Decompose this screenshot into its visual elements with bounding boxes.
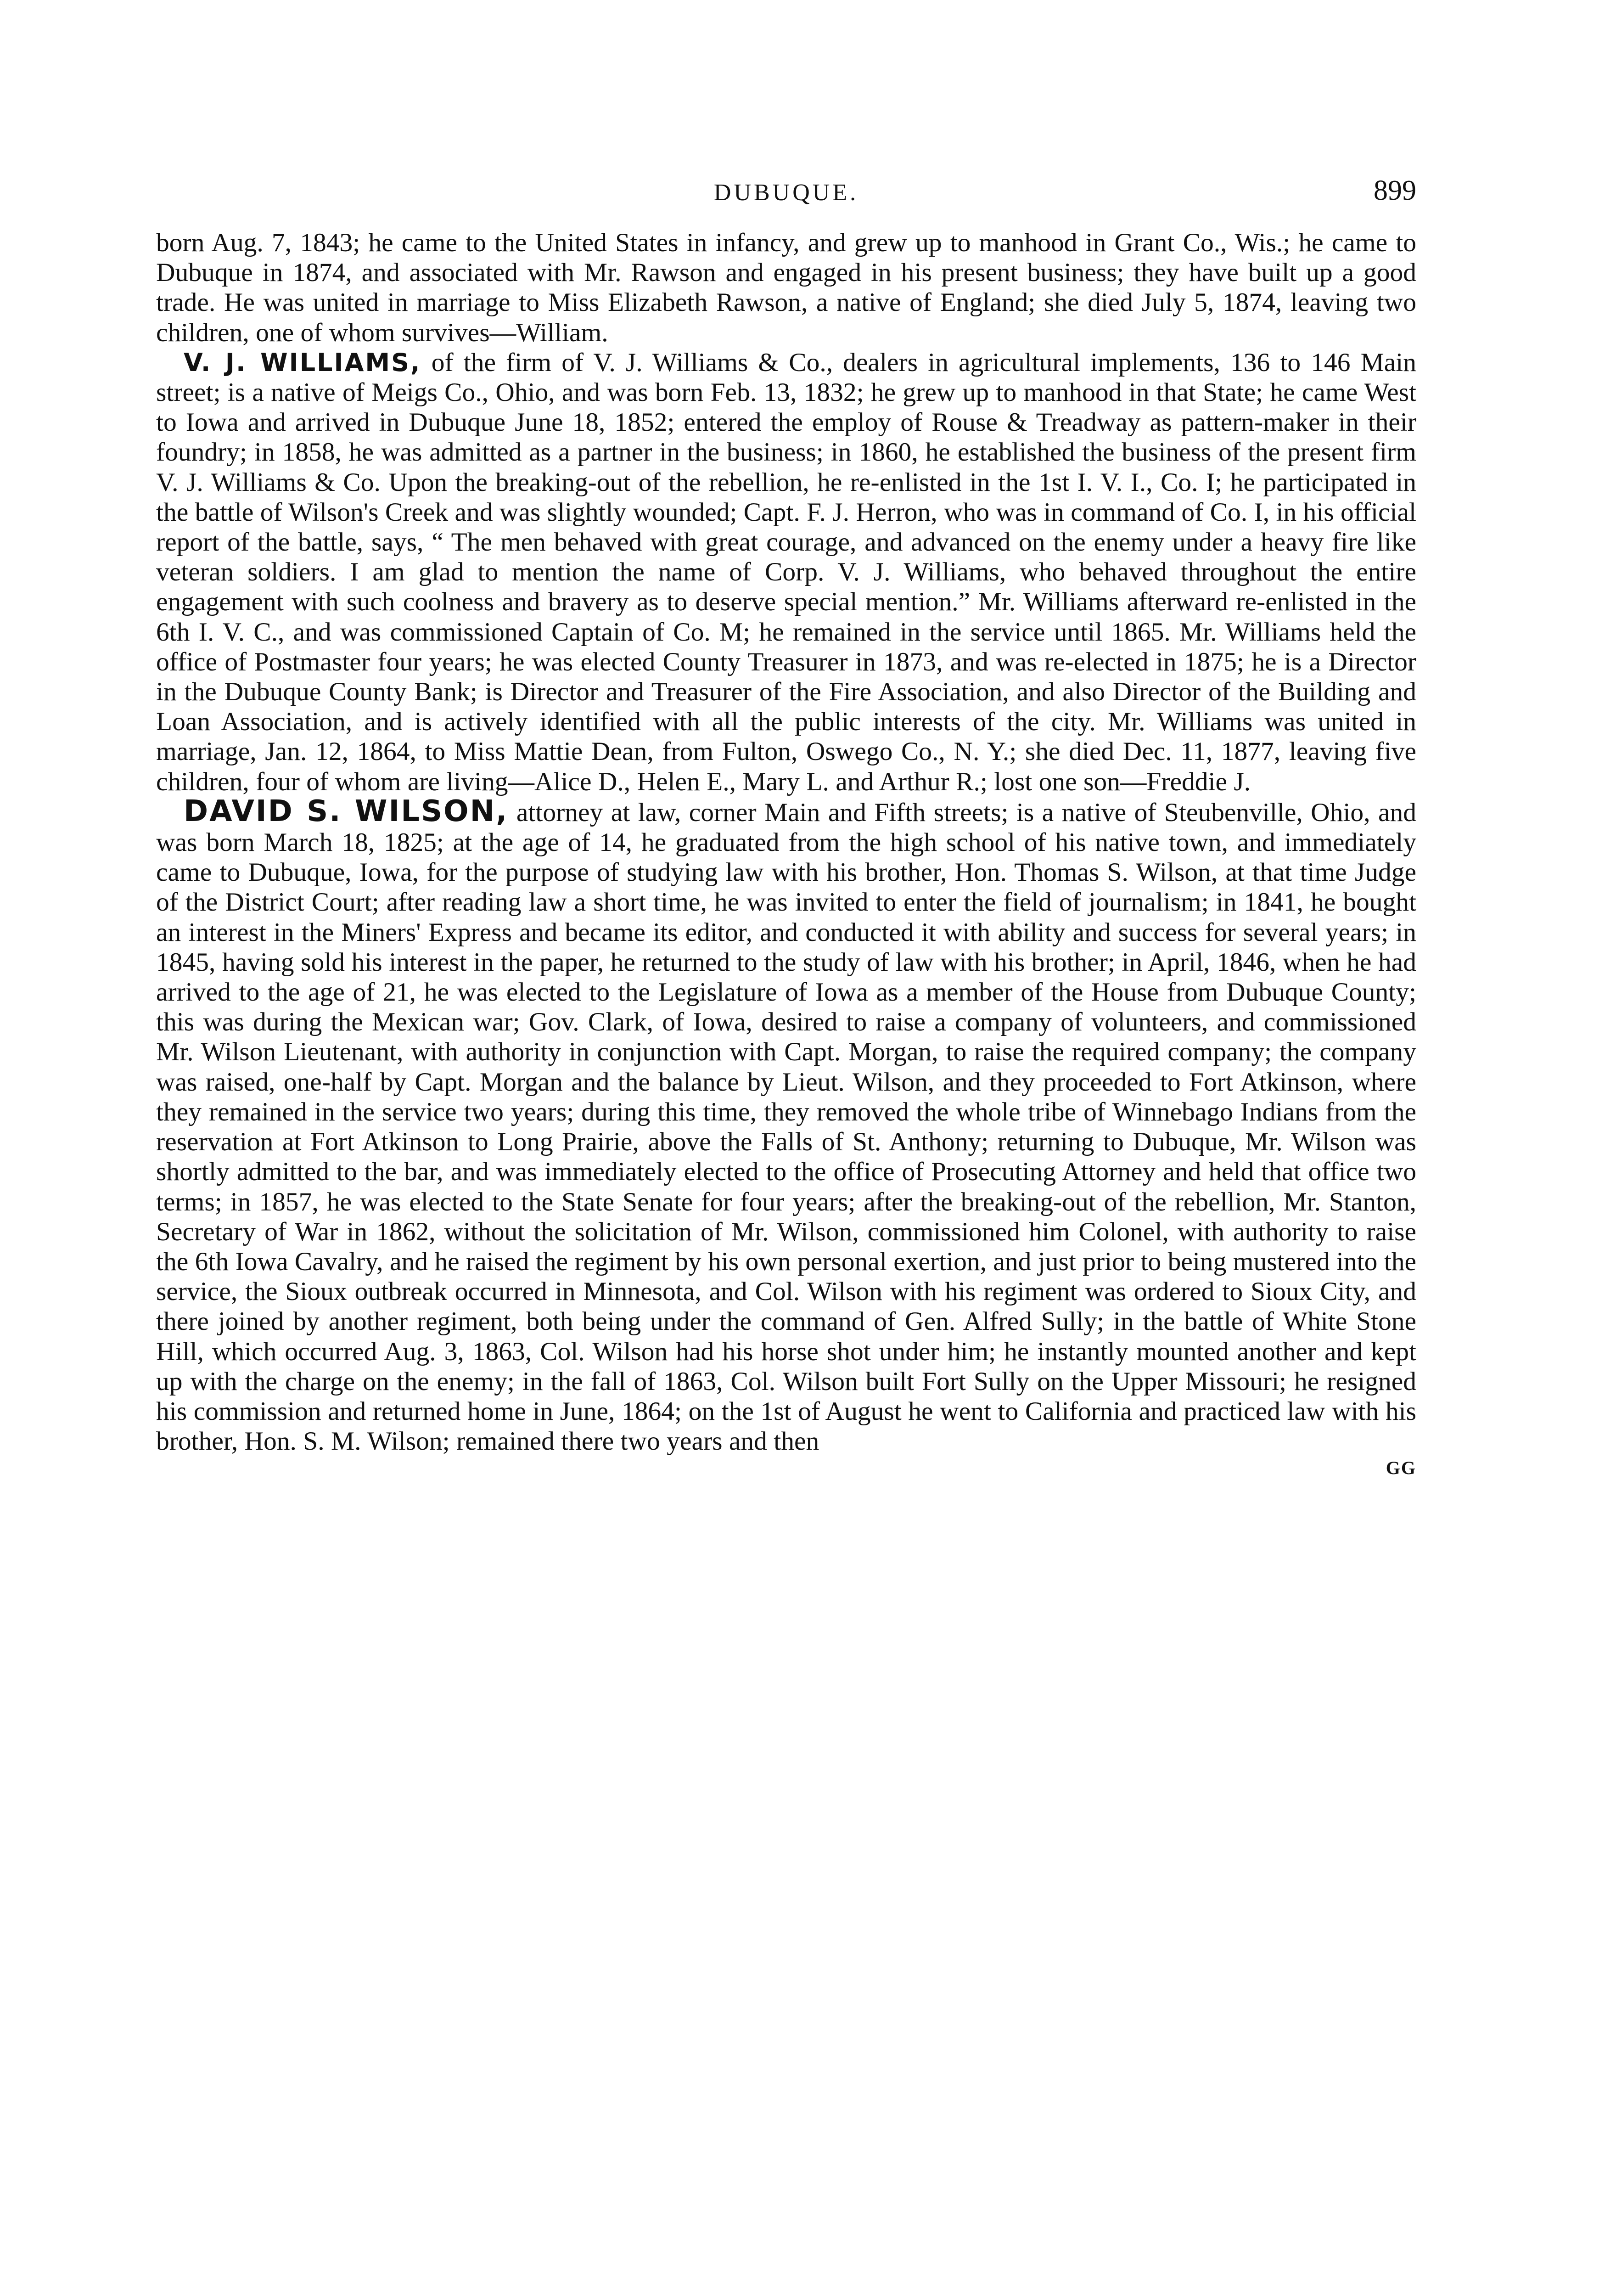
- paragraph-text: attorney at law, corner Main and Fifth streets; is a native of Steubenville, Ohio, and was born March 18, 1825; at the age of 14, he graduated from the high school of his native town, and immediately came to Dubuque, Iowa, for the purpose of studying law with his brother, Hon. Thomas S. Wilson, at that time Judge of the District Court; after reading law a short time, he was invited to enter the field of journalism; in 1841, he bought an interest in the Miners' Express and became its editor, and conducted it with ability and success for several years; in 1845, having sold his interest in the paper, he returned to the study of law with his brother; in April, 1846, when he had arrived to the age of 21, he was elected to the Legislature of Iowa as a member of the House from Dubuque County; this was during the Mexican war; Gov. Clark, of Iowa, desired to raise a company of volunteers, and commissioned Mr. Wilson Lieutenant, with authority in conjunction with Capt. Morgan, to raise the required company; the company was raised, one-half by Capt. Morgan and the balance by Lieut. Wilson, and they proceeded to Fort Atkinson, where they remained in the service two years; during this time, they removed the whole tribe of Winnebago Indians from the reservation at Fort Atkinson to Long Prairie, above the Falls of St. Anthony; returning to Dubuque, Mr. Wilson was shortly admitted to the bar, and was immediately elected to the office of Prosecuting Attorney and held that office two terms; in 1857, he was elected to the State Senate for four years; after the breaking-out of the rebellion, Mr. Stanton, Secretary of War in 1862, without the solicitation of Mr. Wilson, commissioned him Colonel, with authority to raise the 6th Iowa Cavalry, and he raised the regiment by his own personal exertion, and just prior to being mustered into the service, the Sioux outbreak occurred in Minnesota, and Col. Wilson with his regiment was ordered to Sioux City, and there joined by another regiment, both being under the command of Gen. Alfred Sully; in the battle of White Stone Hill, which occurred Aug. 3, 1863, Col. Wilson had his horse shot under him; he instantly mounted another and kept up with the charge on the enemy; in the fall of 1863, Col. Wilson built Fort Sully on the Upper Missouri; he resigned his commission and returned home in June, 1864; on the 1st of August he went to California and practiced law with his brother, Hon. S. M. Wilson; remained there two years and then: [156, 798, 1417, 1456]
- entry-name: V. J. WILLIAMS,: [184, 348, 421, 377]
- book-page: [156, 174, 1416, 1479]
- biography-entry-williams: [156, 348, 1416, 797]
- continued-paragraph: [156, 228, 1416, 348]
- signature-mark: GG: [1386, 1458, 1416, 1479]
- entry-name: DAVID S. WILSON,: [184, 794, 509, 828]
- running-head: [156, 174, 1416, 225]
- paragraph-text: born Aug. 7, 1843; he came to the United States in infancy, and grew up to manhood in Grant Co., Wis.; he came to Dubuque in 1874, and associated with Mr. Rawson and engaged in his present business; they have built up a good trade. He was united in marriage to Miss Elizabeth Rawson, a native of England; she died July 5, 1874, leaving two children, one of whom survives—William.: [156, 228, 1416, 347]
- paragraph-text: of the firm of V. J. Williams & Co., dealers in agricultural implements, 136 to 146 Main street; is a native of Meigs Co., Ohio, and was born Feb. 13, 1832; he grew up to manhood in that State; he came West to Iowa and arrived in Dubuque June 18, 1852; entered the employ of Rouse & Treadway as pattern-maker in their foundry; in 1858, he was admitted as a partner in the business; in 1860, he established the business of the present firm V. J. Williams & Co. Upon the breaking-out of the rebellion, he re-enlisted in the 1st I. V. I., Co. I; he participated in the battle of Wilson's Creek and was slightly wounded; Capt. F. J. Herron, who was in command of Co. I, in his official report of the battle, says, “ The men behaved with great courage, and advanced on the enemy under a heavy fire like veteran soldiers. I am glad to mention the name of Corp. V. J. Williams, who behaved throughout the entire engagement with such coolness and bravery as to deserve special mention.” Mr. Williams afterward re-enlisted in the 6th I. V. C., and was commissioned Captain of Co. M; he remained in the service until 1865. Mr. Williams held the office of Postmaster four years; he was elected County Treasurer in 1873, and was re-elected in 1875; he is a Director in the Dubuque County Bank; is Director and Treasurer of the Fire Association, and also Director of the Building and Loan Association, and is actively identified with all the public interests of the city. Mr. Williams was united in marriage, Jan. 12, 1864, to Miss Mattie Dean, from Fulton, Oswego Co., N. Y.; she died Dec. 11, 1877, leaving five children, four of whom are living—Alice D., Helen E., Mary L. and Arthur R.; lost one son—Freddie J.: [156, 348, 1416, 796]
- page-number: 899: [1374, 175, 1416, 206]
- running-title: DUBUQUE.: [713, 180, 859, 206]
- body-text: [156, 228, 1416, 1456]
- biography-entry-wilson: [156, 794, 1417, 1456]
